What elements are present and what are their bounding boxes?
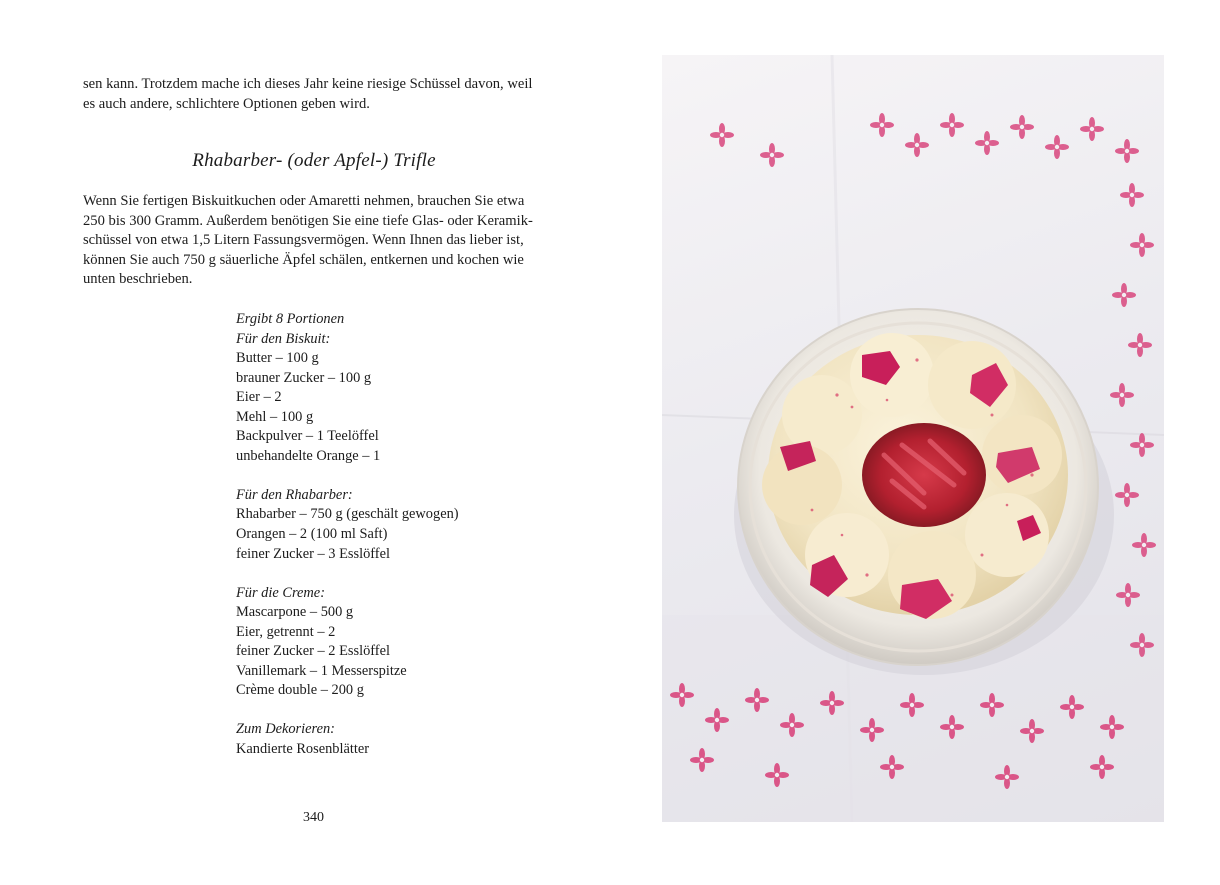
section-heading-dekorieren: Zum Dekorieren: [236, 721, 335, 738]
trifle-photo [662, 55, 1164, 822]
section-heading-creme: Für die Creme: [236, 584, 325, 601]
trifle-photo-illustration [662, 55, 1164, 822]
ingredient-item: feiner Zucker – 2 Esslöffel [236, 643, 390, 660]
recipe-intro-paragraph [83, 192, 551, 290]
intro-paragraph [83, 75, 551, 114]
servings-label: Ergibt 8 Portionen [236, 311, 345, 327]
page-number: 340 [303, 810, 324, 825]
ingredient-item: Crème double – 200 g [236, 682, 364, 699]
recipe-title: Rhabarber- (oder Apfel-) Trifle [192, 150, 436, 171]
text-line: können Sie auch 750 g säuerliche Äpfel schälen, entkernen und kochen wie [83, 251, 524, 268]
embroidery-right [1110, 183, 1156, 657]
text-line: sen kann. Trotzdem mache ich dieses Jahr keine riesige Schüssel davon, weil [83, 76, 533, 92]
ingredient-item: brauner Zucker – 100 g [236, 369, 372, 386]
spacer [236, 564, 556, 584]
ingredient-item: Mascarpone – 500 g [236, 604, 354, 621]
ingredient-item: Eier, getrennt – 2 [236, 623, 336, 640]
spacer [236, 701, 556, 721]
ingredient-item: Mehl – 100 g [236, 408, 314, 425]
section-heading-biskuit: Für den Biskuit: [236, 330, 331, 347]
ingredient-item: Backpulver – 1 Teelöffel [236, 428, 379, 445]
ingredient-item: unbehandelte Orange – 1 [236, 447, 381, 464]
ingredient-item: Orangen – 2 (100 ml Saft) [236, 526, 388, 543]
embroidery-top [710, 113, 1139, 167]
ingredient-item: Vanillemark – 1 Messerspitze [236, 662, 407, 679]
ingredient-item: Butter – 100 g [236, 350, 319, 367]
ingredient-list [236, 310, 556, 760]
text-line: Wenn Sie fertigen Biskuitkuchen oder Amaretti nehmen, brauchen Sie etwa [83, 193, 525, 209]
text-line: unten beschrieben. [83, 271, 193, 288]
text-line: schüssel von etwa 1,5 Litern Fassungsvermögen. Wenn Ihnen das lieber ist, [83, 232, 524, 249]
rhubarb-center [862, 423, 986, 527]
section-heading-rhabarber: Für den Rhabarber: [236, 486, 353, 503]
ingredient-item: feiner Zucker – 3 Esslöffel [236, 545, 390, 562]
ingredient-item: Rhabarber – 750 g (geschält gewogen) [236, 506, 459, 523]
spacer [236, 466, 556, 486]
ingredient-item: Eier – 2 [236, 389, 282, 406]
text-line: es auch andere, schlichtere Optionen geben wird. [83, 95, 370, 112]
text-line: 250 bis 300 Gramm. Außerdem benötigen Sie eine tiefe Glas- oder Keramik- [83, 212, 533, 229]
ingredient-item: Kandierte Rosenblätter [236, 741, 370, 758]
